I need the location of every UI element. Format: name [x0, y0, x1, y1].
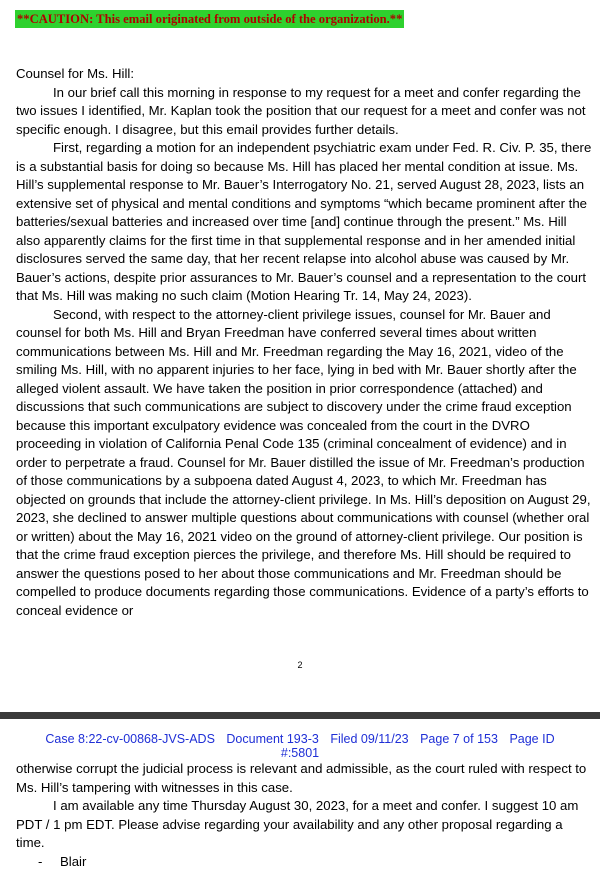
paragraph-meet-and-confer: In our brief call this morning in response to my request for a meet and confer regarding the two issues I identified, Mr. Kaplan took the position that our request for a meet and confer was not specific enough. I disagree, but this email provides further details. [16, 84, 586, 137]
email-body [16, 65, 594, 620]
signoff-name: Blair [60, 853, 87, 869]
page-count: Page 7 of 153 [420, 732, 498, 746]
signoff-dash: - [38, 853, 43, 869]
paragraph-availability: I am available any time Thursday August 30, 2023, for a meet and confer. I suggest 10 am PDT / 1 pm EDT. Please advise regarding your availability and any other proposal regarding a time. [16, 798, 579, 850]
page-id-label: Page ID [509, 732, 555, 746]
salutation: Counsel for Ms. Hill: [16, 66, 134, 81]
paragraph-psychiatric-exam: First, regarding a motion for an independent psychiatric exam under Fed. R. Civ. P. 35, there is a substantial basis for doing so because Ms. Hill has placed her mental condition at issue. Ms. Hill’s supplemental response to Mr. Bauer’s Interrogatory No. 21, served August 28, 2023, lists an extensive set of physical and mental conditions and symptoms “which became prominent after the batteries/sexual batteries and increased over time [and] continue through the present.” Ms. Hill also apparently claims for the first time in that supplemental response and in her amended initial disclosures served the same day, that her recent relapse into alcohol abuse was caused by Mr. Bauer’s actions, despite prior assurances to Mr. Bauer’s counsel and a representation to the court that Ms. Hill was making no such claim (Motion Hearing Tr. 14, May 24, 2023). [16, 140, 592, 303]
court-filing-header [0, 732, 600, 760]
case-number: Case 8:22-cv-00868-JVS-ADS [45, 732, 215, 746]
filed-date: Filed 09/11/23 [330, 732, 409, 746]
paragraph-continuation: otherwise corrupt the judicial process is relevant and admissible, as the court ruled with respect to Ms. Hill’s tampering with witnesses in this case. [16, 761, 587, 795]
document-number: Document 193-3 [226, 732, 319, 746]
email-body-continued [16, 760, 594, 871]
signoff [16, 853, 594, 872]
page-break-divider [0, 712, 600, 719]
paragraph-privilege-issues: Second, with respect to the attorney-client privilege issues, counsel for Mr. Bauer and counsel for both Ms. Hill and Bryan Freedman have conferred several times about written communications between Ms. Hill and Mr. Freedman regarding the May 16, 2021, video of the smiling Ms. Hill, with no apparent injuries to her face, lying in bed with Mr. Bauer shortly after the alleged violent assault. We have taken the position in prior correspondence (attached) and discussions that such communications are subject to discovery under the crime fraud exception because this important exculpatory evidence was concealed from the court in the DVRO proceeding in violation of California Penal Code 135 (criminal concealment of evidence) and in order to perpetrate a fraud. Counsel for Mr. Bauer distilled the issue of Mr. Freedman’s production of those communications by a subpoena dated August 4, 2023, to which Mr. Freedman has objected on grounds that include the attorney-client privilege. In Ms. Hill’s deposition on August 29, 2023, she declined to answer multiple questions about communications with counsel (whether oral or written) about the May 16, 2021 video on the ground of attorney-client privilege. Our position is that the crime fraud exception pierces the privilege, and therefore Ms. Hill should be required to answer the questions posed to her about those communications and Mr. Freedman should be compelled to produce documents regarding those communications. Evidence of a party’s efforts to conceal evidence or [16, 306, 591, 618]
external-email-caution-banner: **CAUTION: This email originated from outside of the organization.** [17, 12, 403, 26]
page-id-number: #:5801 [280, 746, 320, 760]
page-number: 2 [297, 660, 303, 670]
